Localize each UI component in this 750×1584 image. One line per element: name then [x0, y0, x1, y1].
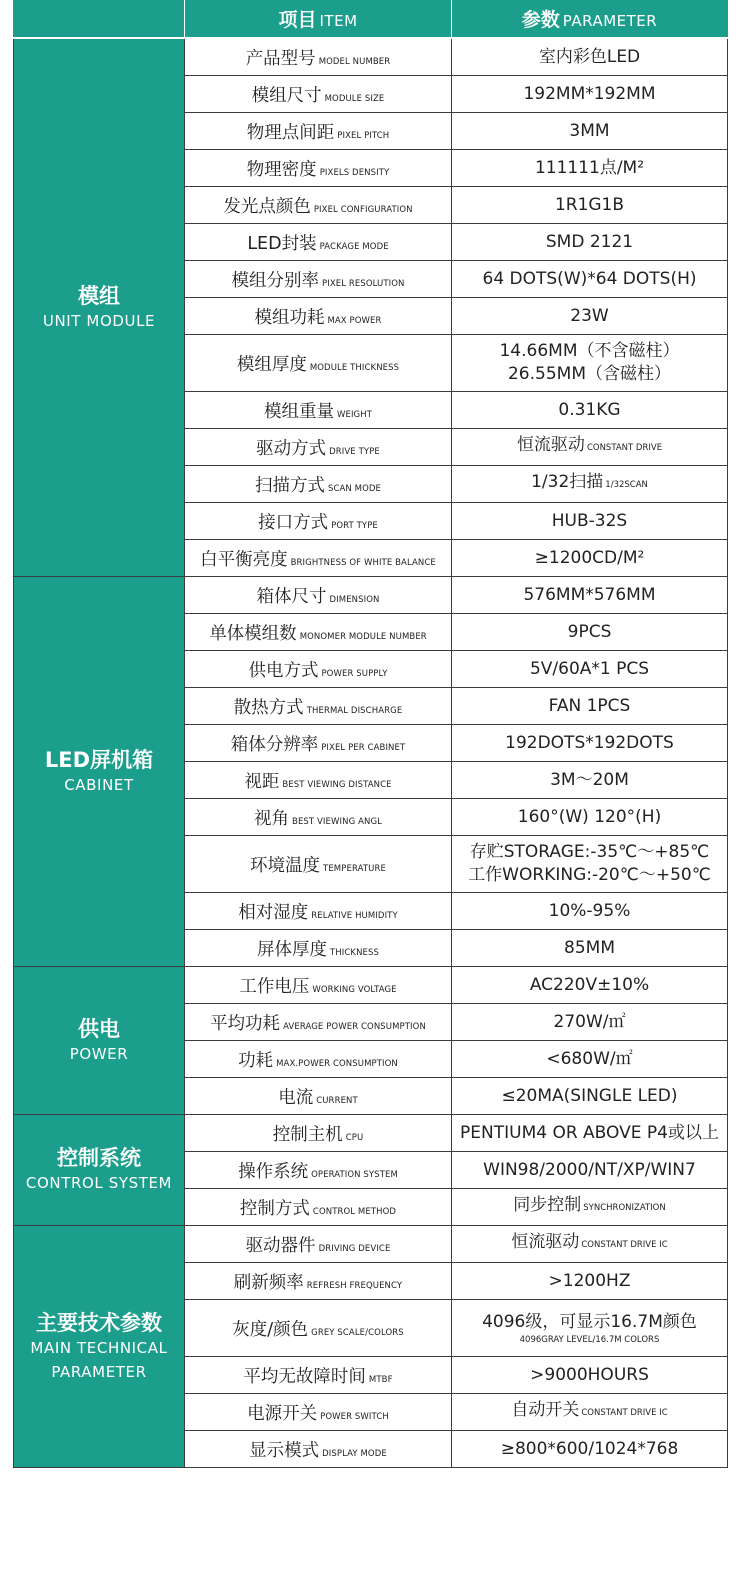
value-cell: [452, 1263, 728, 1300]
group-label-zh: LED屏机箱: [44, 747, 154, 772]
value-text: >9000HOURS: [530, 1364, 649, 1385]
value-subtext: 4096GRAY LEVEL/16.7M COLORS: [519, 1334, 660, 1345]
item-label-zh: 电流: [278, 1087, 314, 1108]
item-label-zh: 平均功耗: [210, 1013, 281, 1034]
value-cell: [452, 1115, 728, 1152]
value-text: 26.55MM（含磁柱）: [507, 364, 671, 384]
item-label-zh: 物理密度: [246, 159, 317, 180]
value-text: WIN98/2000/NT/XP/WIN7: [483, 1159, 696, 1180]
item-cell: [185, 762, 452, 799]
group-label: [14, 1226, 185, 1468]
item-label-zh: 物理点间距: [246, 122, 335, 143]
item-label-zh: 平均无故障时间: [243, 1366, 366, 1387]
header-param-en: PARAMETER: [562, 12, 658, 30]
item-label-zh: 屏体厚度: [256, 939, 327, 960]
value-text: 14.66MM（不含磁柱）: [499, 341, 680, 361]
value-text: 192DOTS*192DOTS: [505, 732, 674, 753]
item-label-en: DRIVING DEVICE: [318, 1243, 391, 1254]
value-cell: [452, 762, 728, 799]
value-cell: [452, 224, 728, 261]
value-cell: [452, 113, 728, 150]
value-cell: [452, 836, 728, 893]
value-subtext: 1/32SCAN: [605, 480, 648, 490]
value-cell: [452, 429, 728, 466]
value-text: 3MM: [569, 120, 610, 141]
value-cell: [452, 76, 728, 113]
item-label-zh: 扫描方式: [254, 475, 325, 496]
group-label-zh: 控制系统: [57, 1146, 141, 1170]
item-label-en: DIMENSION: [329, 594, 380, 605]
item-cell: [185, 1357, 452, 1394]
value-text: 1/32扫描: [531, 472, 604, 492]
value-text: ≥800*600/1024*768: [500, 1438, 679, 1459]
item-label-zh: 电源开关: [247, 1403, 318, 1424]
header-item: [185, 0, 452, 38]
table-row: [14, 577, 728, 614]
item-cell: [185, 1300, 452, 1357]
item-label-en: RELATIVE HUMIDITY: [311, 910, 398, 921]
value-cell: [452, 392, 728, 429]
value-cell: [452, 540, 728, 577]
item-label-en: PIXEL PITCH: [337, 130, 390, 141]
item-label-en: PACKAGE MODE: [319, 241, 389, 252]
item-cell: [185, 967, 452, 1004]
value-cell: [452, 967, 728, 1004]
value-text: 恒流驱动: [516, 435, 585, 455]
item-label-zh: 视角: [254, 808, 290, 829]
value-text: 工作WORKING:-20℃～+50℃: [468, 865, 711, 885]
value-text: 室内彩色LED: [538, 46, 641, 67]
value-text: HUB-32S: [551, 510, 628, 531]
item-cell: [185, 614, 452, 651]
item-cell: [185, 577, 452, 614]
item-label-zh: 工作电压: [239, 976, 310, 997]
item-cell: [185, 76, 452, 113]
value-cell: [452, 1004, 728, 1041]
item-label-zh: 灰度/颜色: [232, 1319, 309, 1340]
item-label-zh: 控制主机: [272, 1124, 343, 1145]
item-cell: [185, 799, 452, 836]
item-label-zh: 产品型号: [245, 48, 316, 69]
item-label-zh: 操作系统: [238, 1161, 309, 1182]
item-label-en: CONTROL METHOD: [312, 1206, 397, 1217]
item-label-en: MTBF: [368, 1374, 393, 1385]
item-cell: [185, 893, 452, 930]
item-label-en: TEMPERATURE: [323, 863, 386, 874]
value-text: PENTIUM4 OR ABOVE P4或以上: [460, 1122, 719, 1143]
header-corner: [14, 0, 185, 38]
group-label: [14, 577, 185, 967]
value-cell: [452, 1041, 728, 1078]
item-label-zh: 散热方式: [233, 697, 304, 718]
value-cell: [452, 335, 728, 392]
value-text: 5V/60A*1 PCS: [529, 658, 650, 679]
value-cell: [452, 1357, 728, 1394]
value-subtext: CONSTANT DRIVE IC: [581, 1408, 668, 1418]
item-label-en: CURRENT: [316, 1095, 358, 1106]
value-subtext: CONSTANT DRIVE IC: [581, 1240, 668, 1250]
item-label-en: DRIVE TYPE: [329, 446, 380, 457]
value-cell: [452, 503, 728, 540]
value-cell: [452, 930, 728, 967]
value-text: 111111点/M²: [534, 157, 645, 178]
item-cell: [185, 930, 452, 967]
item-label-en: OPERATION SYSTEM: [311, 1169, 398, 1180]
item-cell: [185, 651, 452, 688]
item-cell: [185, 150, 452, 187]
group-label-zh: 模组: [78, 283, 120, 308]
item-label-en: GREY SCALE/COLORS: [311, 1327, 404, 1338]
value-text: 160°(W) 120°(H): [517, 806, 662, 827]
item-label-en: DISPLAY MODE: [322, 1448, 387, 1459]
item-label-en: MAX.POWER CONSUMPTION: [276, 1058, 398, 1069]
value-cell: [452, 1431, 728, 1468]
item-label-zh: 功耗: [238, 1050, 274, 1071]
item-label-en: PIXEL RESOLUTION: [321, 278, 405, 289]
value-text: >1200HZ: [548, 1270, 631, 1291]
item-label-en: PIXEL PER CABINET: [321, 742, 406, 753]
value-text: 自动开关: [511, 1400, 580, 1420]
item-label-zh: 箱体尺寸: [256, 586, 327, 607]
value-cell: [452, 725, 728, 762]
item-cell: [185, 466, 452, 503]
value-text: 64 DOTS(W)*64 DOTS(H): [482, 268, 697, 289]
value-cell: [452, 1226, 728, 1263]
item-label-zh: 模组功耗: [254, 307, 325, 328]
value-text: 9PCS: [567, 621, 612, 642]
value-text: 3M～20M: [550, 769, 629, 790]
item-label-zh: 单体模组数: [209, 623, 297, 644]
value-text: 10%-95%: [548, 900, 631, 921]
group-label: [14, 38, 185, 577]
item-label-en: BRIGHTNESS OF WHITE BALANCE: [290, 557, 436, 568]
item-label-en: CPU: [345, 1132, 364, 1143]
item-cell: [185, 298, 452, 335]
value-cell: [452, 261, 728, 298]
value-cell: [452, 150, 728, 187]
group-label: [14, 967, 185, 1115]
header-param-zh: 参数: [521, 9, 560, 31]
value-cell: [452, 466, 728, 503]
value-cell: [452, 38, 728, 76]
item-label-en: THERMAL DISCHARGE: [306, 705, 403, 716]
item-label-en: POWER SWITCH: [320, 1411, 389, 1422]
item-cell: [185, 836, 452, 893]
table-row: [14, 38, 728, 76]
item-cell: [185, 224, 452, 261]
spec-body: [14, 38, 728, 1468]
item-label-zh: 供电方式: [248, 660, 319, 681]
item-cell: [185, 38, 452, 76]
item-label-zh: 箱体分辨率: [230, 734, 319, 755]
item-label-en: AVERAGE POWER CONSUMPTION: [283, 1021, 426, 1032]
item-cell: [185, 429, 452, 466]
item-label-zh: 控制方式: [239, 1198, 310, 1219]
value-cell: [452, 651, 728, 688]
group-label-en: PARAMETER: [51, 1362, 147, 1381]
item-label-en: MODULE SIZE: [324, 93, 385, 104]
group-label-en: UNIT MODULE: [42, 311, 156, 330]
item-label-zh: 驱动器件: [245, 1235, 316, 1256]
value-cell: [452, 688, 728, 725]
item-label-zh: 白平衡亮度: [200, 549, 288, 570]
item-cell: [185, 1263, 452, 1300]
header-parameter: [452, 0, 728, 38]
item-cell: [185, 1078, 452, 1115]
item-cell: [185, 1115, 452, 1152]
value-text: 192MM*192MM: [523, 83, 656, 104]
value-text: ≥1200CD/M²: [534, 547, 645, 568]
item-label-en: PORT TYPE: [331, 520, 378, 531]
value-cell: [452, 614, 728, 651]
value-cell: [452, 577, 728, 614]
item-cell: [185, 725, 452, 762]
group-label-en: MAIN TECHNICAL: [30, 1338, 168, 1357]
value-text: SMD 2121: [545, 231, 634, 252]
item-label-zh: LED封装: [247, 233, 317, 254]
item-label-en: BEST VIEWING DISTANCE: [282, 779, 392, 790]
item-label-en: THICKNESS: [329, 947, 380, 958]
group-label-zh: 主要技术参数: [36, 1310, 162, 1335]
value-text: 576MM*576MM: [523, 584, 656, 605]
item-label-en: BEST VIEWING ANGL: [292, 816, 382, 827]
value-text: FAN 1PCS: [548, 695, 631, 716]
item-cell: [185, 1152, 452, 1189]
value-text: 4096级，可显示16.7M颜色: [482, 1311, 697, 1332]
value-text: 存贮STORAGE:-35℃～+85℃: [469, 842, 710, 862]
item-cell: [185, 503, 452, 540]
header-item-en: ITEM: [319, 12, 358, 30]
item-label-en: WORKING VOLTAGE: [312, 984, 397, 995]
value-cell: [452, 1394, 728, 1431]
item-label-zh: 相对湿度: [238, 902, 309, 923]
item-label-zh: 模组分别率: [231, 270, 319, 291]
value-text: 恒流驱动: [511, 1232, 580, 1252]
value-text: <680W/㎡: [546, 1048, 633, 1069]
value-cell: [452, 298, 728, 335]
item-cell: [185, 1004, 452, 1041]
item-cell: [185, 688, 452, 725]
table-row: [14, 1115, 728, 1152]
item-label-zh: 模组重量: [263, 401, 334, 422]
item-label-zh: 显示模式: [249, 1440, 320, 1461]
value-cell: [452, 1189, 728, 1226]
spec-table: [13, 0, 728, 1468]
item-label-zh: 模组厚度: [236, 354, 307, 375]
value-text: 23W: [570, 305, 609, 326]
item-cell: [185, 1189, 452, 1226]
value-cell: [452, 1152, 728, 1189]
value-subtext: SYNCHRONIZATION: [583, 1203, 666, 1213]
item-label-en: SCAN MODE: [327, 483, 382, 494]
group-label: [14, 1115, 185, 1226]
item-label-en: MODEL NUMBER: [318, 56, 391, 67]
item-label-en: WEIGHT: [336, 409, 373, 420]
table-row: [14, 967, 728, 1004]
value-text: 85MM: [564, 937, 615, 958]
item-cell: [185, 187, 452, 224]
item-cell: [185, 1226, 452, 1263]
item-label-en: POWER SUPPLY: [321, 668, 388, 679]
item-cell: [185, 1041, 452, 1078]
value-text: 270W/㎡: [553, 1011, 626, 1032]
item-cell: [185, 1431, 452, 1468]
value-cell: [452, 187, 728, 224]
item-label-zh: 视距: [244, 771, 280, 792]
value-text: 1R1G1B: [554, 194, 625, 215]
item-cell: [185, 540, 452, 577]
item-cell: [185, 392, 452, 429]
value-cell: [452, 1078, 728, 1115]
item-cell: [185, 1394, 452, 1431]
item-label-zh: 接口方式: [258, 512, 329, 533]
item-label-en: MONOMER MODULE NUMBER: [299, 631, 427, 642]
group-label-zh: 供电: [78, 1016, 120, 1041]
group-label-en: CABINET: [64, 775, 134, 794]
item-label-en: MAX POWER: [327, 315, 382, 326]
item-label-zh: 刷新频率: [233, 1272, 304, 1293]
item-cell: [185, 113, 452, 150]
group-label-en: CONTROL SYSTEM: [25, 1174, 173, 1192]
item-label-en: MODULE THICKNESS: [309, 362, 400, 373]
item-label-en: PIXEL CONFIGURATION: [313, 204, 413, 215]
item-label-en: PIXELS DENSITY: [319, 167, 390, 178]
item-cell: [185, 261, 452, 298]
value-cell: [452, 799, 728, 836]
value-cell: [452, 1300, 728, 1357]
group-label-en: POWER: [69, 1044, 129, 1063]
value-text: ≤20MA(SINGLE LED): [501, 1085, 678, 1106]
item-label-zh: 驱动方式: [256, 438, 327, 459]
item-label-en: REFRESH FREQUENCY: [306, 1280, 403, 1291]
value-text: 同步控制: [513, 1195, 582, 1215]
item-label-zh: 环境温度: [250, 855, 321, 876]
item-cell: [185, 335, 452, 392]
item-label-zh: 发光点颜色: [223, 196, 311, 217]
value-subtext: CONSTANT DRIVE: [586, 443, 663, 453]
item-label-zh: 模组尺寸: [251, 85, 322, 106]
header-row: [14, 0, 728, 38]
value-text: AC220V±10%: [529, 974, 650, 995]
table-row: [14, 1226, 728, 1263]
value-cell: [452, 893, 728, 930]
value-text: 0.31KG: [558, 399, 621, 420]
header-item-zh: 项目: [278, 9, 317, 31]
